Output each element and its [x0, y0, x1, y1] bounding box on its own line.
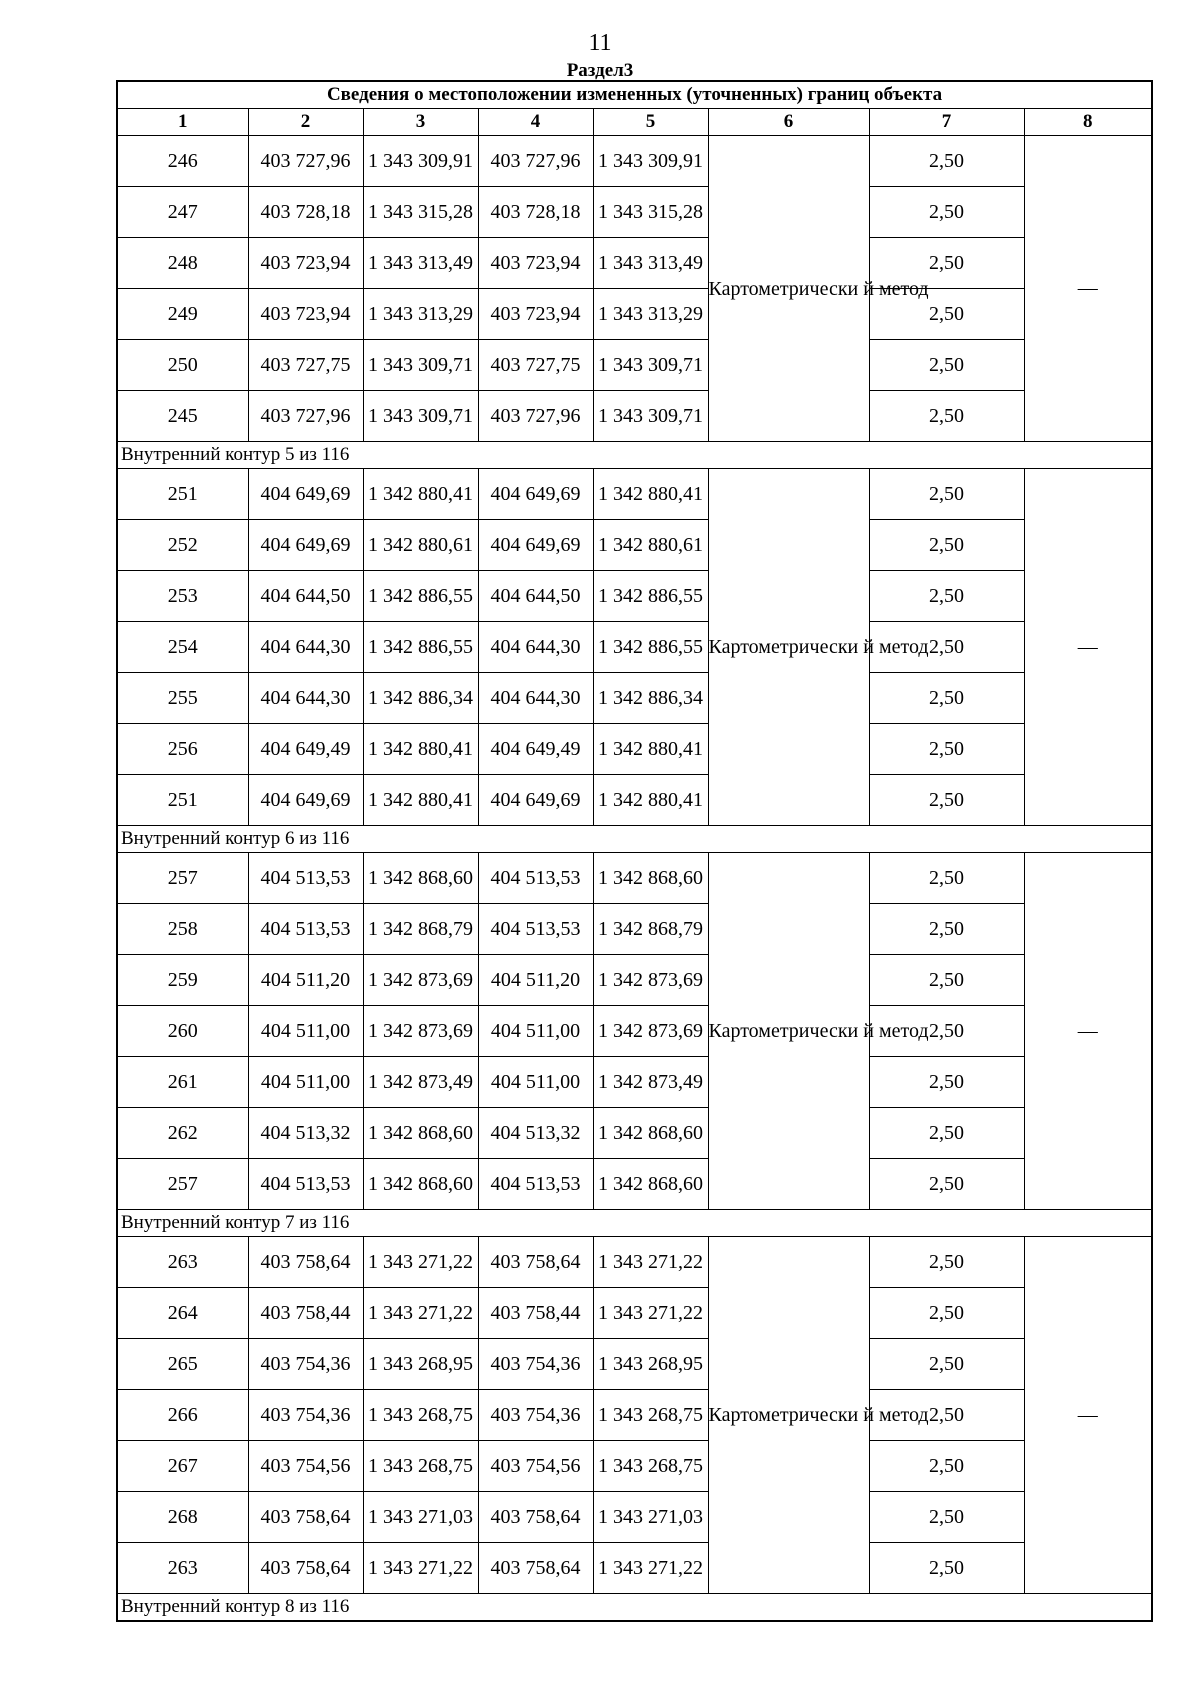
contour-label: Внутренний контур 6 из 116 [117, 826, 1152, 853]
point-number: 261 [117, 1057, 248, 1108]
table-body [117, 81, 1152, 1621]
y-coordinate-new: 1 342 880,41 [593, 775, 708, 826]
y-coordinate: 1 342 868,60 [363, 1159, 478, 1210]
x-coordinate-new: 404 644,30 [478, 673, 593, 724]
y-coordinate: 1 343 271,03 [363, 1492, 478, 1543]
table-row [117, 520, 1152, 571]
point-number: 265 [117, 1339, 248, 1390]
point-number: 251 [117, 469, 248, 520]
y-coordinate-new: 1 342 886,55 [593, 622, 708, 673]
point-number: 248 [117, 238, 248, 289]
x-coordinate: 403 754,56 [248, 1441, 363, 1492]
precision-value: 2,50 [869, 1288, 1024, 1339]
contour-label: Внутренний контур 5 из 116 [117, 442, 1152, 469]
x-coordinate-new: 403 723,94 [478, 238, 593, 289]
table-row [117, 340, 1152, 391]
y-coordinate-new: 1 342 886,55 [593, 571, 708, 622]
x-coordinate: 404 649,49 [248, 724, 363, 775]
table-row [117, 724, 1152, 775]
y-coordinate-new: 1 342 873,49 [593, 1057, 708, 1108]
table-title: Сведения о местоположении измененных (уточненных) границ объекта [117, 81, 1152, 109]
x-coordinate-new: 404 649,69 [478, 469, 593, 520]
x-coordinate-new: 403 727,96 [478, 136, 593, 187]
y-coordinate: 1 343 309,71 [363, 340, 478, 391]
precision-value: 2,50 [869, 571, 1024, 622]
x-coordinate-new: 404 511,00 [478, 1057, 593, 1108]
y-coordinate-new: 1 343 309,91 [593, 136, 708, 187]
y-coordinate: 1 343 268,95 [363, 1339, 478, 1390]
y-coordinate-new: 1 343 268,95 [593, 1339, 708, 1390]
table-row [117, 571, 1152, 622]
y-coordinate-new: 1 343 309,71 [593, 391, 708, 442]
column-8-value: — [1024, 469, 1152, 826]
precision-value: 2,50 [869, 1492, 1024, 1543]
y-coordinate: 1 342 868,79 [363, 904, 478, 955]
y-coordinate: 1 342 880,41 [363, 724, 478, 775]
point-number: 258 [117, 904, 248, 955]
point-number: 267 [117, 1441, 248, 1492]
precision-value: 2,50 [869, 904, 1024, 955]
x-coordinate-new: 404 513,53 [478, 904, 593, 955]
x-coordinate: 404 511,20 [248, 955, 363, 1006]
point-number: 257 [117, 1159, 248, 1210]
x-coordinate: 403 723,94 [248, 289, 363, 340]
x-coordinate: 403 758,44 [248, 1288, 363, 1339]
y-coordinate: 1 342 886,55 [363, 571, 478, 622]
x-coordinate: 403 754,36 [248, 1339, 363, 1390]
point-number: 268 [117, 1492, 248, 1543]
table-row [117, 1543, 1152, 1594]
y-coordinate-new: 1 343 268,75 [593, 1441, 708, 1492]
table-row [117, 391, 1152, 442]
table-row [117, 469, 1152, 520]
x-coordinate: 403 723,94 [248, 238, 363, 289]
x-coordinate: 403 727,96 [248, 136, 363, 187]
x-coordinate: 404 649,69 [248, 775, 363, 826]
point-number: 263 [117, 1237, 248, 1288]
x-coordinate-new: 404 513,53 [478, 1159, 593, 1210]
x-coordinate: 403 758,64 [248, 1492, 363, 1543]
precision-value: 2,50 [869, 1339, 1024, 1390]
x-coordinate-new: 404 511,00 [478, 1006, 593, 1057]
y-coordinate-new: 1 343 271,22 [593, 1288, 708, 1339]
x-coordinate: 404 511,00 [248, 1057, 363, 1108]
table-row [117, 289, 1152, 340]
x-coordinate-new: 404 649,69 [478, 775, 593, 826]
precision-value: 2,50 [869, 1543, 1024, 1594]
contour-label-row [117, 442, 1152, 469]
contour-label-row [117, 826, 1152, 853]
y-coordinate: 1 342 886,55 [363, 622, 478, 673]
point-number: 251 [117, 775, 248, 826]
x-coordinate: 404 513,53 [248, 904, 363, 955]
precision-value: 2,50 [869, 391, 1024, 442]
x-coordinate-new: 404 649,49 [478, 724, 593, 775]
y-coordinate-new: 1 343 271,03 [593, 1492, 708, 1543]
y-coordinate: 1 342 886,34 [363, 673, 478, 724]
y-coordinate: 1 342 873,69 [363, 1006, 478, 1057]
table-row [117, 187, 1152, 238]
contour-label: Внутренний контур 7 из 116 [117, 1210, 1152, 1237]
x-coordinate: 403 727,96 [248, 391, 363, 442]
x-coordinate-new: 403 727,75 [478, 340, 593, 391]
precision-value: 2,50 [869, 1057, 1024, 1108]
point-number: 260 [117, 1006, 248, 1057]
x-coordinate: 404 644,50 [248, 571, 363, 622]
x-coordinate-new: 404 513,32 [478, 1108, 593, 1159]
x-coordinate-new: 403 754,36 [478, 1339, 593, 1390]
determination-method: Картометрически й метод [708, 469, 869, 826]
table-row [117, 1159, 1152, 1210]
x-coordinate-new: 403 758,64 [478, 1543, 593, 1594]
y-coordinate: 1 343 271,22 [363, 1543, 478, 1594]
x-coordinate-new: 404 644,30 [478, 622, 593, 673]
x-coordinate: 403 758,64 [248, 1237, 363, 1288]
x-coordinate-new: 403 723,94 [478, 289, 593, 340]
precision-value: 2,50 [869, 622, 1024, 673]
table-row [117, 1057, 1152, 1108]
x-coordinate: 404 513,53 [248, 853, 363, 904]
y-coordinate-new: 1 343 271,22 [593, 1237, 708, 1288]
y-coordinate-new: 1 342 880,41 [593, 724, 708, 775]
y-coordinate: 1 343 315,28 [363, 187, 478, 238]
y-coordinate-new: 1 342 880,61 [593, 520, 708, 571]
y-coordinate: 1 343 313,29 [363, 289, 478, 340]
contour-label-row [117, 1210, 1152, 1237]
table-row [117, 1288, 1152, 1339]
section-heading: Раздел3 [566, 60, 634, 81]
column-8-value: — [1024, 136, 1152, 442]
table-row [117, 1390, 1152, 1441]
x-coordinate-new: 403 758,64 [478, 1237, 593, 1288]
point-number: 263 [117, 1543, 248, 1594]
precision-value: 2,50 [869, 340, 1024, 391]
determination-method: Картометрически й метод [708, 136, 869, 442]
y-coordinate-new: 1 342 873,69 [593, 1006, 708, 1057]
point-number: 249 [117, 289, 248, 340]
precision-value: 2,50 [869, 853, 1024, 904]
point-number: 254 [117, 622, 248, 673]
point-number: 266 [117, 1390, 248, 1441]
table-row [117, 1441, 1152, 1492]
column-number: 2 [248, 109, 363, 136]
x-coordinate: 404 644,30 [248, 622, 363, 673]
y-coordinate-new: 1 342 868,60 [593, 1108, 708, 1159]
x-coordinate-new: 404 649,69 [478, 520, 593, 571]
column-number: 6 [708, 109, 869, 136]
column-number: 8 [1024, 109, 1152, 136]
y-coordinate: 1 342 873,49 [363, 1057, 478, 1108]
y-coordinate-new: 1 343 315,28 [593, 187, 708, 238]
point-number: 253 [117, 571, 248, 622]
y-coordinate: 1 342 880,41 [363, 775, 478, 826]
x-coordinate-new: 403 728,18 [478, 187, 593, 238]
column-number: 3 [363, 109, 478, 136]
table-row [117, 853, 1152, 904]
precision-value: 2,50 [869, 1159, 1024, 1210]
table-row [117, 238, 1152, 289]
y-coordinate-new: 1 342 868,60 [593, 1159, 708, 1210]
point-number: 264 [117, 1288, 248, 1339]
precision-value: 2,50 [869, 1006, 1024, 1057]
page-number: 11 [588, 30, 612, 56]
y-coordinate-new: 1 343 313,29 [593, 289, 708, 340]
table-row [117, 955, 1152, 1006]
y-coordinate: 1 342 868,60 [363, 853, 478, 904]
x-coordinate: 404 649,69 [248, 469, 363, 520]
precision-value: 2,50 [869, 1441, 1024, 1492]
precision-value: 2,50 [869, 289, 1024, 340]
precision-value: 2,50 [869, 187, 1024, 238]
x-coordinate-new: 403 758,64 [478, 1492, 593, 1543]
x-coordinate-new: 404 511,20 [478, 955, 593, 1006]
x-coordinate: 403 754,36 [248, 1390, 363, 1441]
precision-value: 2,50 [869, 1390, 1024, 1441]
column-number: 7 [869, 109, 1024, 136]
column-number-row [117, 109, 1152, 136]
point-number: 247 [117, 187, 248, 238]
y-coordinate-new: 1 342 868,79 [593, 904, 708, 955]
point-number: 255 [117, 673, 248, 724]
x-coordinate: 404 511,00 [248, 1006, 363, 1057]
y-coordinate: 1 343 313,49 [363, 238, 478, 289]
column-8-value: — [1024, 1237, 1152, 1594]
precision-value: 2,50 [869, 955, 1024, 1006]
x-coordinate: 403 728,18 [248, 187, 363, 238]
y-coordinate-new: 1 342 873,69 [593, 955, 708, 1006]
x-coordinate: 403 758,64 [248, 1543, 363, 1594]
precision-value: 2,50 [869, 724, 1024, 775]
table-title-row [117, 81, 1152, 109]
precision-value: 2,50 [869, 673, 1024, 724]
precision-value: 2,50 [869, 1108, 1024, 1159]
table-row [117, 1492, 1152, 1543]
y-coordinate-new: 1 343 313,49 [593, 238, 708, 289]
x-coordinate: 404 649,69 [248, 520, 363, 571]
precision-value: 2,50 [869, 238, 1024, 289]
determination-method: Картометрически й метод [708, 853, 869, 1210]
y-coordinate: 1 343 309,71 [363, 391, 478, 442]
table-row [117, 622, 1152, 673]
table-row [117, 775, 1152, 826]
point-number: 256 [117, 724, 248, 775]
y-coordinate-new: 1 342 880,41 [593, 469, 708, 520]
point-number: 252 [117, 520, 248, 571]
y-coordinate-new: 1 342 886,34 [593, 673, 708, 724]
precision-value: 2,50 [869, 775, 1024, 826]
x-coordinate: 403 727,75 [248, 340, 363, 391]
y-coordinate: 1 342 873,69 [363, 955, 478, 1006]
precision-value: 2,50 [869, 469, 1024, 520]
y-coordinate-new: 1 343 268,75 [593, 1390, 708, 1441]
precision-value: 2,50 [869, 1237, 1024, 1288]
precision-value: 2,50 [869, 136, 1024, 187]
y-coordinate: 1 342 880,61 [363, 520, 478, 571]
point-number: 262 [117, 1108, 248, 1159]
table-row [117, 673, 1152, 724]
y-coordinate: 1 343 271,22 [363, 1237, 478, 1288]
table-row [117, 1237, 1152, 1288]
x-coordinate-new: 404 513,53 [478, 853, 593, 904]
table-row [117, 1006, 1152, 1057]
point-number: 259 [117, 955, 248, 1006]
boundary-coordinates-table [116, 80, 1153, 1622]
precision-value: 2,50 [869, 520, 1024, 571]
x-coordinate-new: 404 644,50 [478, 571, 593, 622]
table-row [117, 136, 1152, 187]
y-coordinate: 1 343 268,75 [363, 1441, 478, 1492]
point-number: 246 [117, 136, 248, 187]
y-coordinate: 1 343 271,22 [363, 1288, 478, 1339]
y-coordinate: 1 342 880,41 [363, 469, 478, 520]
table-row [117, 904, 1152, 955]
y-coordinate: 1 342 868,60 [363, 1108, 478, 1159]
y-coordinate-new: 1 342 868,60 [593, 853, 708, 904]
y-coordinate-new: 1 343 309,71 [593, 340, 708, 391]
x-coordinate: 404 644,30 [248, 673, 363, 724]
y-coordinate: 1 343 309,91 [363, 136, 478, 187]
point-number: 245 [117, 391, 248, 442]
point-number: 250 [117, 340, 248, 391]
table-row [117, 1339, 1152, 1390]
y-coordinate-new: 1 343 271,22 [593, 1543, 708, 1594]
column-number: 4 [478, 109, 593, 136]
determination-method: Картометрически й метод [708, 1237, 869, 1594]
column-number: 1 [117, 109, 248, 136]
x-coordinate-new: 403 727,96 [478, 391, 593, 442]
x-coordinate-new: 403 758,44 [478, 1288, 593, 1339]
contour-label: Внутренний контур 8 из 116 [117, 1594, 1152, 1622]
x-coordinate: 404 513,32 [248, 1108, 363, 1159]
table-row [117, 1108, 1152, 1159]
y-coordinate: 1 343 268,75 [363, 1390, 478, 1441]
x-coordinate-new: 403 754,36 [478, 1390, 593, 1441]
x-coordinate-new: 403 754,56 [478, 1441, 593, 1492]
column-8-value: — [1024, 853, 1152, 1210]
contour-label-row [117, 1594, 1152, 1622]
column-number: 5 [593, 109, 708, 136]
x-coordinate: 404 513,53 [248, 1159, 363, 1210]
point-number: 257 [117, 853, 248, 904]
